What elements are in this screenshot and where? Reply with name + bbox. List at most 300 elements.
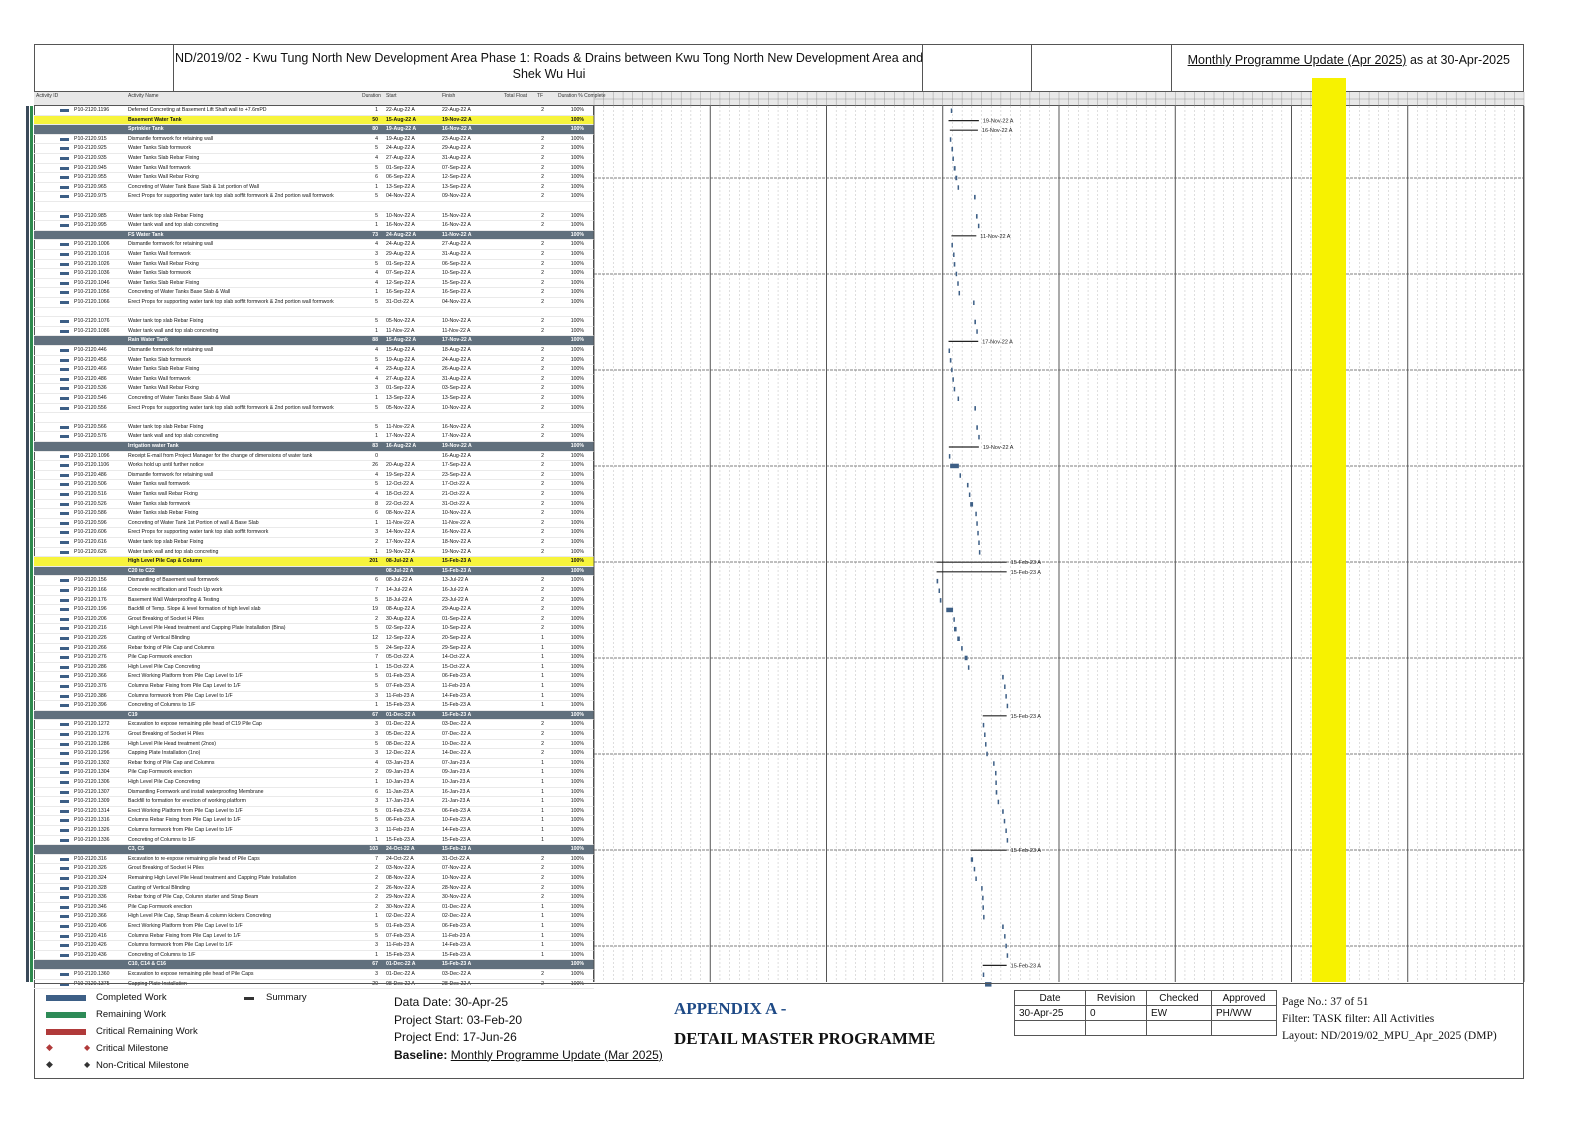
noncritical-milestone-icon-2: ◆: [84, 1060, 91, 1069]
activity-id: P10-2120.1316: [74, 817, 110, 824]
wbs-group-row[interactable]: [34, 336, 594, 346]
activity-id: P10-2120.945: [74, 164, 107, 171]
task-bar-icon: [60, 743, 69, 746]
percent-complete: 100%: [570, 260, 584, 267]
percent-complete: 100%: [570, 539, 584, 545]
finish-date: 15-Feb-23 A: [442, 558, 472, 565]
gantt-finish-label: 15-Feb-23 A: [1010, 963, 1041, 970]
activity-row[interactable]: [34, 912, 594, 922]
activity-row[interactable]: [34, 164, 594, 174]
activity-row[interactable]: [34, 682, 594, 692]
activity-name: Dismantle formwork for retaining wall: [128, 471, 214, 478]
activity-name: Capping Plate Installation: [128, 980, 187, 987]
percent-complete: 100%: [570, 462, 584, 469]
start-date: 20-Aug-22 A: [386, 462, 415, 469]
activity-id: P10-2120.1076: [74, 318, 110, 325]
task-bar: [954, 387, 956, 392]
legend-summary-label: Summary: [266, 992, 307, 1003]
duration: 83: [372, 443, 378, 449]
activity-row[interactable]: [34, 279, 594, 289]
activity-name: Grout Breaking of Socket H Piles: [128, 865, 204, 872]
activity-row[interactable]: [34, 807, 594, 817]
activity-row[interactable]: [34, 922, 594, 932]
activity-row[interactable]: [34, 269, 594, 279]
activity-row[interactable]: [34, 778, 594, 788]
finish-date: 07-Dec-22 A: [442, 731, 471, 737]
percent-complete: 100%: [570, 587, 584, 593]
total-float: 2: [541, 107, 544, 113]
percent-complete: 100%: [570, 750, 584, 757]
wbs-group-row[interactable]: [34, 960, 594, 970]
activity-row[interactable]: [34, 365, 594, 375]
activity-row[interactable]: [34, 730, 594, 740]
task-bar: [971, 857, 973, 862]
duration: 0: [375, 452, 378, 459]
activity-row[interactable]: [34, 240, 594, 250]
start-date: 24-Aug-22 A: [386, 241, 415, 248]
activity-row[interactable]: [34, 500, 594, 510]
activity-row[interactable]: [34, 480, 594, 490]
finish-date: 17-Sep-22 A: [442, 462, 471, 469]
task-bar: [983, 973, 985, 978]
activity-row[interactable]: [34, 864, 594, 874]
activity-row[interactable]: [34, 692, 594, 702]
gantt-finish-label: 11-Nov-22 A: [980, 233, 1011, 240]
percent-complete: 100%: [570, 356, 584, 363]
start-date: 03-Nov-22 A: [386, 865, 415, 872]
task-bar-icon: [60, 954, 69, 957]
task-bar: [959, 291, 961, 296]
percent-complete: 100%: [570, 894, 584, 901]
activity-row[interactable]: [34, 576, 594, 586]
total-float: 2: [541, 462, 544, 469]
total-float: 2: [541, 884, 544, 891]
duration: 73: [372, 231, 378, 238]
total-float: 1: [541, 923, 544, 929]
activity-name: High Level Pile Cap Concreting: [128, 779, 201, 785]
percent-complete: 100%: [570, 961, 584, 968]
total-float: 2: [541, 404, 544, 411]
duration: 2: [375, 875, 378, 881]
activity-row[interactable]: [34, 135, 594, 145]
total-float: 1: [541, 798, 544, 805]
task-bar-icon: [60, 359, 69, 362]
finish-date: 15-Sep-22 A: [442, 279, 471, 286]
gantt-finish-label: 15-Feb-23 A: [1010, 569, 1041, 576]
task-bar: [973, 301, 975, 306]
activity-row[interactable]: [34, 317, 594, 327]
finish-date: 06-Feb-23 A: [442, 673, 471, 680]
activity-id: P10-2120.596: [74, 519, 107, 526]
activity-name: Water Tanks Wall formwork: [128, 164, 191, 171]
activity-id: P10-2120.1302: [74, 759, 110, 766]
activity-row[interactable]: [34, 548, 594, 558]
activity-row[interactable]: [34, 663, 594, 673]
start-date: 04-Nov-22 A: [386, 193, 415, 200]
activity-row[interactable]: [34, 624, 594, 634]
task-bar: [995, 771, 997, 776]
start-date: 08-Jul-22 A: [386, 558, 414, 565]
activity-row[interactable]: [34, 260, 594, 270]
task-bar-icon: [60, 243, 69, 246]
activity-name: Capping Plate Installation (1no): [128, 750, 201, 757]
total-float: 2: [541, 625, 544, 632]
activity-name: C10, C14 & C16: [128, 961, 167, 968]
duration: 6: [375, 788, 378, 795]
task-bar-icon: [60, 723, 69, 726]
finish-date: 30-Nov-22 A: [442, 894, 471, 901]
activity-row[interactable]: [34, 788, 594, 798]
activity-row[interactable]: [34, 951, 594, 961]
finish-date: 18-Aug-22 A: [442, 347, 471, 353]
percent-complete: 100%: [570, 423, 584, 430]
start-date: 19-Nov-22 A: [386, 548, 415, 555]
finish-date: 10-Nov-22 A: [442, 510, 471, 517]
start-date: 11-Jan-23 A: [386, 788, 414, 795]
total-float: 2: [541, 385, 544, 392]
activity-name: Basement Water Tank: [128, 116, 182, 123]
activity-row[interactable]: [34, 586, 594, 596]
finish-date: 16-Sep-22 A: [442, 289, 471, 296]
finish-date: 28-Dec-22 A: [442, 980, 471, 987]
task-bar-icon: [60, 704, 69, 707]
activity-row[interactable]: [34, 413, 594, 423]
percent-complete: 100%: [570, 807, 584, 814]
finish-date: 15-Feb-23 A: [442, 951, 471, 958]
critical-milestone-icon: ◆: [46, 1042, 53, 1052]
activity-id: P10-2120.1006: [74, 241, 110, 248]
duration: 3: [375, 750, 378, 757]
duration: 3: [375, 692, 378, 699]
task-bar: [975, 512, 977, 517]
activity-row[interactable]: [34, 874, 594, 884]
activity-row[interactable]: [34, 346, 594, 356]
activity-row[interactable]: [34, 538, 594, 548]
wbs-group-row[interactable]: [34, 442, 594, 452]
percent-complete: 100%: [570, 193, 584, 200]
percent-complete: 100%: [570, 251, 584, 257]
wbs-indent-bar: [16, 106, 34, 982]
baseline-label: Baseline:: [394, 1047, 448, 1062]
activity-name: Casting of Vertical Blinding: [128, 635, 190, 641]
activity-row[interactable]: [34, 154, 594, 164]
activity-row[interactable]: [34, 519, 594, 529]
percent-complete: 100%: [570, 673, 584, 680]
wbs-group-row[interactable]: [34, 116, 594, 126]
activity-name: Water tank top slab Rebar Fixing: [128, 539, 204, 545]
task-bar-icon: [60, 771, 69, 774]
wbs-group-row[interactable]: [34, 711, 594, 721]
wbs-group-row[interactable]: [34, 125, 594, 135]
activity-row[interactable]: [34, 432, 594, 442]
activity-row[interactable]: [34, 212, 594, 222]
start-date: 16-Aug-22 A: [386, 443, 417, 449]
activity-row[interactable]: [34, 634, 594, 644]
finish-date: 10-Sep-22 A: [442, 270, 471, 277]
activity-row[interactable]: [34, 596, 594, 606]
percent-complete: 100%: [570, 865, 584, 872]
start-date: 05-Nov-22 A: [386, 318, 415, 325]
finish-date: 03-Dec-22 A: [442, 721, 471, 728]
activity-row[interactable]: [34, 836, 594, 846]
activity-row[interactable]: [34, 192, 594, 202]
activity-row[interactable]: [34, 970, 594, 980]
activity-row[interactable]: [34, 644, 594, 654]
start-date: 27-Aug-22 A: [386, 375, 415, 382]
start-date: 31-Oct-22 A: [386, 299, 414, 305]
activity-row[interactable]: [34, 884, 594, 894]
percent-complete: 100%: [570, 923, 584, 929]
finish-date: 15-Feb-23 A: [442, 961, 472, 968]
activity-row[interactable]: [34, 528, 594, 538]
percent-complete: 100%: [570, 836, 584, 843]
activity-row[interactable]: [34, 394, 594, 404]
finish-date: 29-Aug-22 A: [442, 145, 471, 152]
percent-complete: 100%: [570, 529, 584, 536]
total-float: 2: [541, 577, 544, 584]
start-date: 18-Oct-22 A: [386, 491, 414, 497]
duration: 5: [375, 212, 378, 219]
activity-row[interactable]: [34, 375, 594, 385]
percent-complete: 100%: [570, 548, 584, 555]
total-float: 2: [541, 327, 544, 334]
layout-info: Layout: ND/2019/02_MPU_Apr_2025 (DMP): [1282, 1030, 1497, 1042]
activity-name: Water Tanks Wall Rebar Fixing: [128, 174, 199, 181]
finish-date: 23-Jul-22 A: [442, 596, 469, 603]
activity-row[interactable]: [34, 221, 594, 231]
wbs-group-row[interactable]: [34, 567, 594, 577]
activity-row[interactable]: [34, 720, 594, 730]
total-float: 2: [541, 606, 544, 613]
task-bar: [953, 253, 955, 258]
activity-row[interactable]: [34, 144, 594, 154]
activity-row[interactable]: [34, 308, 594, 318]
wbs-group-row[interactable]: [34, 845, 594, 855]
activity-name: Works hold up until further notice: [128, 462, 204, 469]
activity-id: P10-2120.516: [74, 491, 107, 497]
start-date: 22-Aug-22 A: [386, 107, 415, 113]
task-bar-icon: [60, 483, 69, 486]
task-bar-icon: [60, 349, 69, 352]
activity-row[interactable]: [34, 816, 594, 826]
duration: 5: [375, 932, 378, 939]
finish-date: 11-Feb-23 A: [442, 683, 471, 689]
start-date: 02-Sep-22 A: [386, 625, 415, 632]
task-bar: [937, 579, 939, 584]
total-float: 2: [541, 318, 544, 325]
activity-row[interactable]: [34, 615, 594, 625]
activity-row[interactable]: [34, 509, 594, 519]
duration: 8: [375, 500, 378, 507]
activity-row[interactable]: [34, 183, 594, 193]
percent-complete: 100%: [570, 452, 584, 459]
wbs-group-row[interactable]: [34, 557, 594, 567]
wbs-group-row[interactable]: [34, 231, 594, 241]
total-float: 2: [541, 519, 544, 526]
percent-complete: 100%: [570, 567, 584, 574]
finish-date: 15-Oct-22 A: [442, 663, 470, 670]
duration: 1: [375, 519, 378, 526]
start-date: 01-Dec-22 A: [386, 961, 416, 968]
activity-row[interactable]: [34, 672, 594, 682]
task-bar: [975, 877, 977, 882]
finish-date: 03-Sep-22 A: [442, 385, 471, 392]
activity-id: P10-2120.1056: [74, 289, 110, 296]
duration: 2: [375, 894, 378, 901]
start-date: 17-Nov-22 A: [386, 433, 415, 440]
start-date: 26-Nov-22 A: [386, 884, 415, 891]
task-bar: [978, 224, 980, 229]
activity-row[interactable]: [34, 797, 594, 807]
finish-date: 10-Nov-22 A: [442, 404, 471, 411]
task-bar-icon: [60, 944, 69, 947]
activity-name: Excavation to expose remaining pile head of Pile Caps: [128, 971, 254, 977]
task-bar-icon: [60, 435, 69, 438]
duration: 3: [375, 251, 378, 257]
task-bar-icon: [60, 368, 69, 371]
activity-row[interactable]: [34, 893, 594, 903]
activity-row[interactable]: [34, 759, 594, 769]
percent-complete: 100%: [570, 654, 584, 661]
activity-name: Pile Cap Formwork erection: [128, 903, 193, 910]
start-date: 01-Dec-22 A: [386, 711, 416, 718]
duration: 4: [375, 759, 378, 766]
total-float: 2: [541, 855, 544, 862]
activity-row[interactable]: [34, 202, 594, 212]
activity-id: P10-2120.1307: [74, 788, 110, 795]
activity-name: Water Tanks slab Rebar Fixing: [128, 510, 199, 517]
activity-row[interactable]: [34, 826, 594, 836]
start-date: 13-Sep-22 A: [386, 395, 415, 401]
activity-row[interactable]: [34, 452, 594, 462]
finish-date: 06-Feb-23 A: [442, 923, 471, 929]
activity-name: Columns Rebar Fixing from Pile Cap Level to 1/F: [128, 683, 241, 689]
activity-row[interactable]: [34, 749, 594, 759]
total-float: 2: [541, 251, 544, 257]
percent-complete: 100%: [570, 510, 584, 517]
activity-row[interactable]: [34, 490, 594, 500]
activity-row[interactable]: [34, 740, 594, 750]
task-bar: [1002, 675, 1004, 680]
start-date: 12-Dec-22 A: [386, 750, 415, 757]
task-bar: [1007, 953, 1009, 958]
task-bar-icon: [60, 272, 69, 275]
duration: 6: [375, 577, 378, 584]
activity-row[interactable]: [34, 605, 594, 615]
finish-date: 10-Feb-23 A: [442, 817, 471, 824]
task-bar-icon: [60, 531, 69, 534]
task-bar-icon: [60, 656, 69, 659]
activity-id: P10-2120.546: [74, 395, 107, 401]
start-date: 15-Oct-22 A: [386, 663, 414, 670]
duration: 4: [375, 366, 378, 373]
task-bar: [951, 109, 953, 114]
total-float: 2: [541, 174, 544, 181]
activity-id: P10-2120.1096: [74, 452, 110, 459]
duration: 2: [375, 615, 378, 622]
activity-row[interactable]: [34, 106, 594, 116]
total-float: 2: [541, 212, 544, 219]
activity-row[interactable]: [34, 903, 594, 913]
activity-row[interactable]: [34, 701, 594, 711]
activity-id: P10-2120.1296: [74, 750, 110, 757]
start-date: 08-Jul-22 A: [386, 567, 414, 574]
total-float: 1: [541, 942, 544, 949]
activity-row[interactable]: [34, 356, 594, 366]
activity-row[interactable]: [34, 250, 594, 260]
task-bar-icon: [60, 627, 69, 630]
percent-complete: 100%: [570, 615, 584, 622]
activity-row[interactable]: [34, 384, 594, 394]
gantt-chart: [594, 106, 1524, 982]
activity-name: Erect Props for supporting water tank top slab soffit formwork & 2nd portion wall formwork: [128, 404, 334, 411]
task-bar: [952, 157, 954, 162]
finish-date: 16-Aug-22 A: [442, 452, 471, 459]
task-bar: [1005, 944, 1007, 949]
task-bar: [958, 185, 960, 190]
activity-id: P10-2120.1314: [74, 807, 110, 814]
activity-row[interactable]: [34, 653, 594, 663]
remaining-swatch: [46, 1012, 86, 1018]
percent-complete: 100%: [570, 481, 584, 488]
activity-row[interactable]: [34, 288, 594, 298]
activity-row[interactable]: [34, 941, 594, 951]
percent-complete: 100%: [570, 433, 584, 440]
total-float: 1: [541, 692, 544, 699]
task-bar: [940, 598, 942, 603]
percent-complete: 100%: [570, 491, 584, 497]
start-date: 11-Feb-23 A: [386, 692, 415, 699]
total-float: 2: [541, 529, 544, 536]
approval-header-revision: Revision: [1086, 991, 1147, 1006]
activity-row[interactable]: [34, 173, 594, 183]
percent-complete: 100%: [570, 174, 584, 181]
duration: 5: [375, 404, 378, 411]
activity-id: P10-2120.506: [74, 481, 107, 488]
activity-row[interactable]: [34, 298, 594, 308]
task-bar-icon: [60, 455, 69, 458]
task-bar: [969, 493, 971, 498]
activity-row[interactable]: [34, 461, 594, 471]
task-bar-icon: [60, 935, 69, 938]
percent-complete: 100%: [570, 107, 584, 113]
percent-complete: 100%: [570, 942, 584, 949]
activity-row[interactable]: [34, 423, 594, 433]
finish-date: 15-Feb-23 A: [442, 567, 472, 574]
finish-date: 19-Nov-22 A: [442, 443, 472, 449]
activity-row[interactable]: [34, 768, 594, 778]
percent-complete: 100%: [570, 932, 584, 939]
percent-complete: 100%: [570, 577, 584, 584]
activity-row[interactable]: [34, 327, 594, 337]
activity-row[interactable]: [34, 932, 594, 942]
task-bar: [953, 617, 955, 622]
task-bar: [977, 531, 979, 536]
activity-id: P10-2120.995: [74, 222, 107, 229]
activity-row[interactable]: [34, 855, 594, 865]
activity-id: P10-2120.935: [74, 155, 107, 161]
percent-complete: 100%: [570, 980, 584, 987]
activity-id: P10-2120.1360: [74, 971, 110, 977]
total-float: 1: [541, 817, 544, 824]
finish-date: 14-Dec-22 A: [442, 750, 471, 757]
duration: 6: [375, 174, 378, 181]
activity-row[interactable]: [34, 471, 594, 481]
activity-name: Water Tanks Wall Rebar Fixing: [128, 385, 199, 392]
total-float: 2: [541, 260, 544, 267]
finish-date: 07-Nov-22 A: [442, 865, 471, 872]
activity-row[interactable]: [34, 404, 594, 414]
